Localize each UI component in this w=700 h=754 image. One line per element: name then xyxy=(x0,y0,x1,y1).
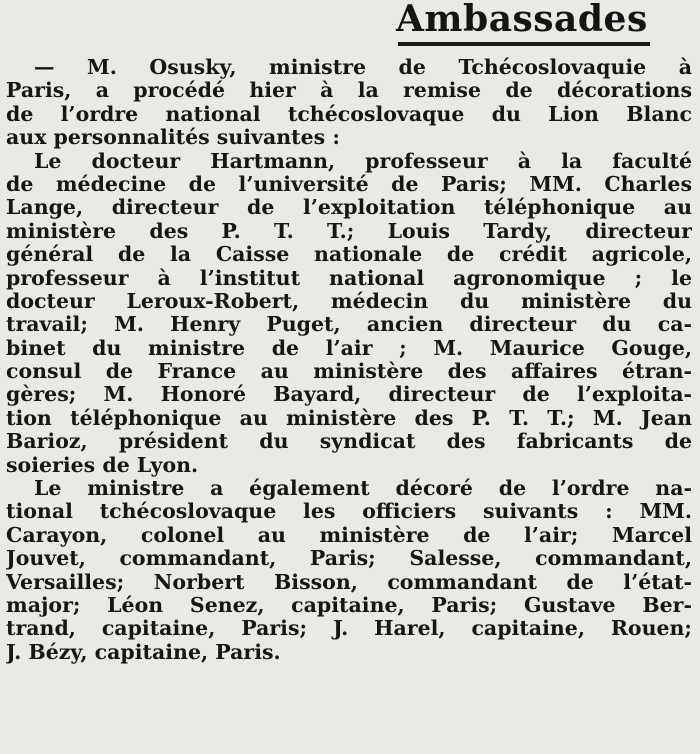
article-line: de l’ordre national tchécoslovaque du Lion Blanc xyxy=(6,102,692,126)
article-line: — M. Osusky, ministre de Tchécoslovaquie à xyxy=(34,56,692,79)
article-line: major; Léon Senez, capitaine, Paris; Gustave Ber- xyxy=(6,593,692,617)
article-line: soieries de Lyon. xyxy=(6,453,199,477)
article-line: Barioz, président du syndicat des fabricants de xyxy=(6,430,692,454)
article-line: aux personnalités suivantes : xyxy=(6,126,340,150)
section-title: Ambassades xyxy=(396,0,648,40)
article-body xyxy=(6,56,692,664)
article-line: tion téléphonique au ministère des P. T. T.; M. Jean xyxy=(6,406,692,430)
article-line: de médecine de l’université de Paris; MM. Charles xyxy=(6,172,692,196)
article-line: trand, capitaine, Paris; J. Harel, capitaine, Rouen; xyxy=(6,617,692,641)
title-underline xyxy=(398,42,650,46)
article-line: consul de France au ministère des affaires étran- xyxy=(6,360,692,384)
article-line: docteur Leroux-Robert, médecin du ministère du xyxy=(6,289,692,313)
article-line: travail; M. Henry Puget, ancien directeur du ca- xyxy=(6,313,692,337)
article-line: général de la Caisse nationale de crédit agricole, xyxy=(6,243,692,267)
article-line: Versailles; Norbert Bisson, commandant de l’état- xyxy=(6,570,692,594)
article-line: Paris, a procédé hier à la remise de décorations xyxy=(6,79,692,103)
article-line: tional tchécoslovaque les officiers suivants : MM. xyxy=(6,500,692,524)
article-line: binet du ministre de l’air ; M. Maurice Gouge, xyxy=(6,336,692,360)
article-line: Jouvet, commandant, Paris; Salesse, commandant, xyxy=(6,547,692,571)
article-line: gères; M. Honoré Bayard, directeur de l’exploita- xyxy=(6,383,692,407)
article-line: Le docteur Hartmann, professeur à la faculté xyxy=(34,149,692,173)
article-line: ministère des P. T. T.; Louis Tardy, directeur xyxy=(6,219,692,243)
article-line: professeur à l’institut national agronomique ; le xyxy=(6,266,692,290)
article-line: J. Bézy, capitaine, Paris. xyxy=(6,640,281,664)
section-header xyxy=(388,0,650,52)
article-line: Lange, directeur de l’exploitation téléphonique au xyxy=(6,196,692,220)
article-line: Carayon, colonel au ministère de l’air; Marcel xyxy=(6,523,692,547)
article-line: Le ministre a également décoré de l’ordre na- xyxy=(34,477,692,501)
